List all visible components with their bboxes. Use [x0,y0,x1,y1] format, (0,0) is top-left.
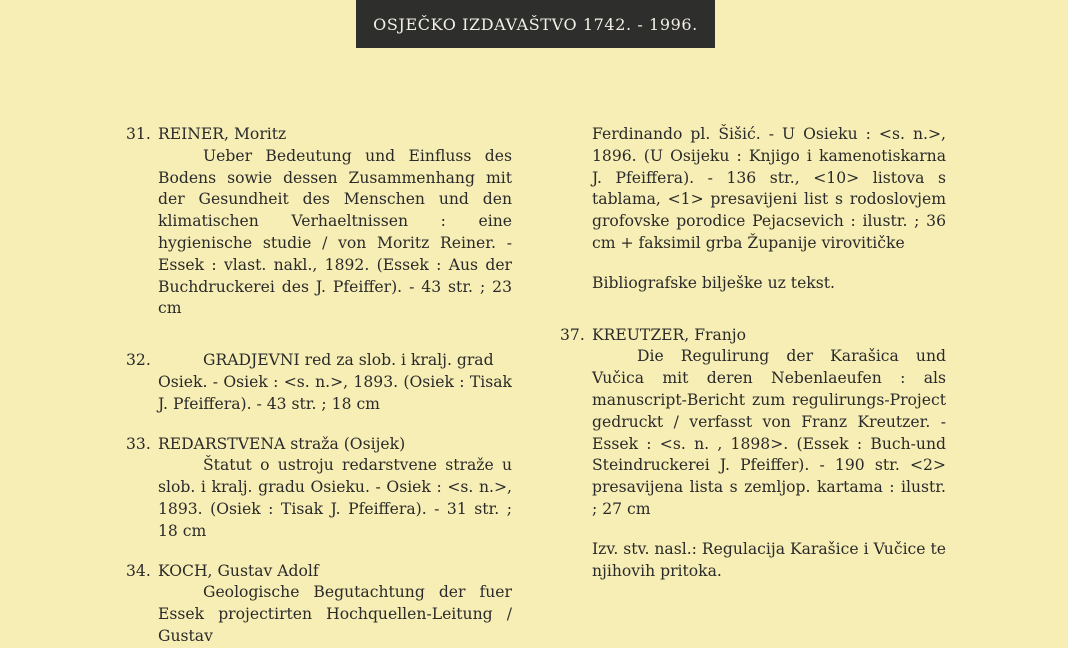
entry-note: Izv. stv. nasl.: Regulacija Karašice i Vučice te njihovih pritoka. [592,539,946,580]
entry-heading: REINER, Moritz [158,125,287,143]
entry-heading: GRADJEVNI red za slob. i kralj. grad [203,351,494,370]
entry-33 [126,434,512,543]
page-header [356,0,715,48]
entry-number: 34. [126,561,151,580]
right-column [560,124,946,582]
entry-note: Bibliografske bilješke uz tekst. [592,273,835,292]
entry-31 [126,124,512,320]
entry-text: Ueber Bedeutung und Einfluss des Bodens sowie dessen Zusammenhang mit der Gesundheit des Menschen und den klimatischen Verhaeltnissen : eine hygienische studie / von Moritz Reiner. - Essek : vlast. nakl., 1892. (Essek : Aus der Buchdruckerei des J. Pfeiffer). - 43 str. ; 23 cm [158,146,512,318]
entry-number: 32. [126,351,151,370]
entry-heading: REDARSTVENA straža (Osijek) [158,434,406,453]
left-column [126,124,512,648]
entry-36-continued [560,124,946,295]
entry-number: 33. [126,434,151,453]
entry-number: 31. [126,125,151,143]
header-title: OSJEČKO IZDAVAŠTVO 1742. - 1996. [373,14,698,34]
entry-text: Geologische Begutachtung der fuer Essek projectirten Hochquellen-Leitung / Gustav [158,583,512,645]
entry-number: 37. [560,325,585,344]
entry-37 [560,325,946,583]
entry-heading: KOCH, Gustav Adolf [158,561,319,580]
entry-text: Štatut o ustroju redarstvene straže u slob. i kralj. gradu Osieku. - Osiek : <s. n.>, 1893. (Osiek : Tisak J. Pfeiffera). - 31 str. ; 18 cm [158,456,512,540]
entry-text: Ferdinando pl. Šišić. - U Osieku : <s. n.>, 1896. (U Osijeku : Knjigo i kamenotiskarna J. Pfeiffera). - 136 str., <10> listova s tablama, <1> presavijeni list s rodoslovjem grofovske porodice Pejacsevich : ilustr. ; 36 cm + faksimil grba Županije virovitičke [592,125,946,252]
entry-32 [126,350,512,415]
entry-heading: KREUTZER, Franjo [592,325,747,344]
entry-text: Die Regulirung der Karašica und Vučica mit deren Nebenlaeufen : als manuscript-Bericht zum regulirungs-Project gedruckt / verfasst von Franz Kreutzer. - Essek : <s. n. , 1898>. (Essek : Buch-und Steindruckerei J. Pfeiffer). - 190 str. <2> presavijena lista s zemljop. kartama : ilustr. ; 27 cm [592,347,946,518]
entry-34 [126,561,512,648]
entry-text: Osiek. - Osiek : <s. n.>, 1893. (Osiek : Tisak J. Pfeiffera). - 43 str. ; 18 cm [158,372,512,413]
